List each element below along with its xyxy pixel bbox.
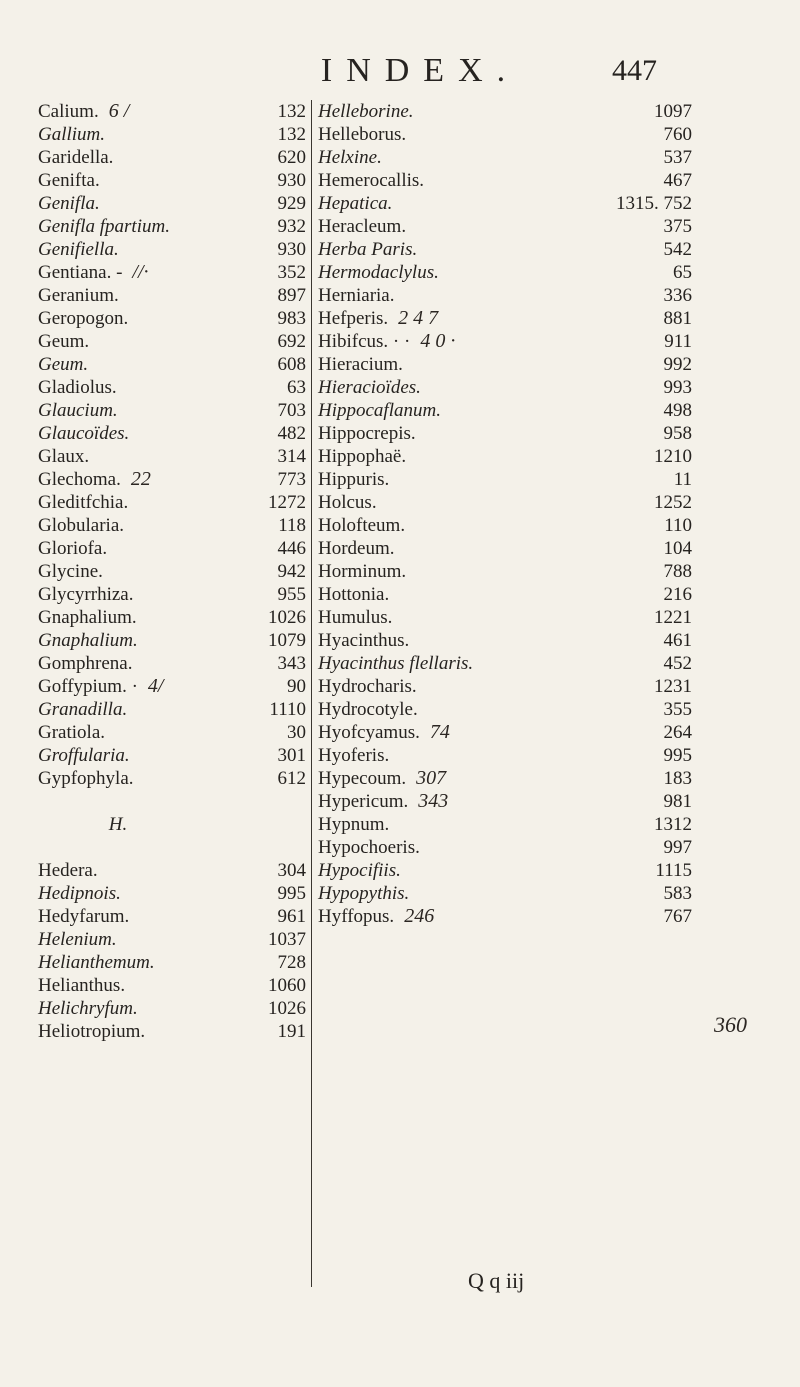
index-entry-page: 929 — [277, 193, 306, 214]
entry-name-text: Hottonia. — [318, 584, 390, 605]
entry-name-text: Heracleum. — [318, 216, 407, 237]
index-entry-page: 482 — [277, 423, 306, 444]
index-title: INDEX. — [320, 52, 520, 89]
index-entry-page: 183 — [663, 768, 692, 789]
handwritten-note: 4/ — [147, 675, 164, 697]
index-entry-page: 583 — [663, 883, 692, 904]
index-entry-page: 1026 — [268, 607, 306, 628]
entry-name-text: Glechoma. — [38, 469, 121, 490]
entry-name-text: Horminum. — [318, 561, 407, 582]
index-entry-page: 1079 — [268, 630, 306, 651]
entry-name-text: Hefperis. — [318, 308, 389, 329]
index-entry-page: 461 — [663, 630, 692, 651]
index-entry-name — [318, 399, 568, 422]
entry-name-text: Hypecoum. — [318, 768, 407, 789]
index-entry-page: 692 — [277, 331, 306, 352]
entry-name-text: Hippuris. — [318, 469, 390, 490]
index-entry-page: 1026 — [268, 998, 306, 1019]
index-entry-name — [318, 123, 568, 146]
entry-name-text: Helxine. — [318, 147, 382, 168]
index-entry-page: 537 — [663, 147, 692, 168]
entry-name-text: Hordeum. — [318, 538, 395, 559]
entry-name-text: Hippocaflanum. — [318, 400, 441, 421]
index-entry-name — [318, 491, 568, 514]
index-entry-page: 897 — [277, 285, 306, 306]
entry-name-text: Genifiella. — [38, 239, 119, 260]
index-entry-name — [318, 376, 568, 399]
index-entry-name — [318, 560, 568, 583]
entry-name-text: Helianthemum. — [38, 952, 155, 973]
entry-name-text: Gentiana. - — [38, 262, 123, 283]
index-entry-page: 942 — [277, 561, 306, 582]
index-entry-name — [318, 307, 568, 330]
entry-name-text: Hypericum. — [318, 791, 409, 812]
index-entry-name — [318, 215, 568, 238]
index-entry-page: 1252 — [654, 492, 692, 513]
entry-name-text: Hyofcyamus. — [318, 722, 420, 743]
index-entry-page: 961 — [277, 906, 306, 927]
entry-name-text: Holcus. — [318, 492, 377, 513]
index-entry-name — [318, 675, 568, 698]
index-entry-page: 958 — [663, 423, 692, 444]
handwritten-note: 4 0 · — [420, 330, 456, 352]
entry-name-text: Hieracium. — [318, 354, 403, 375]
index-entry-name — [318, 238, 568, 261]
index-entry-name — [318, 721, 568, 744]
index-entry-page: 452 — [663, 653, 692, 674]
index-entry-page: 767 — [663, 906, 692, 927]
margin-note: 360 — [714, 1012, 747, 1037]
index-entry-name — [318, 583, 568, 606]
entry-name-text: Glycyrrhiza. — [38, 584, 134, 605]
index-entry-page: 264 — [663, 722, 692, 743]
index-entry-name — [318, 790, 568, 813]
entry-name-text: Herba Paris. — [318, 239, 418, 260]
index-entry-name — [318, 652, 568, 675]
index-entry-name — [318, 905, 568, 928]
entry-name-text: Globularia. — [38, 515, 125, 536]
index-entry-page: 608 — [277, 354, 306, 375]
index-entry-name — [318, 146, 568, 169]
index-entry-page: 1210 — [654, 446, 692, 467]
index-entry-page: 993 — [663, 377, 692, 398]
handwritten-note: 74 — [429, 721, 450, 743]
entry-name-text: Gallium. — [38, 124, 106, 145]
index-entry-name — [318, 422, 568, 445]
entry-name-text: Calium. — [38, 101, 99, 122]
entry-name-text: Garidella. — [38, 147, 114, 168]
page-signature: Q q iij — [468, 1268, 525, 1293]
entry-name-text: Helleborus. — [318, 124, 407, 145]
entry-name-text: Geranium. — [38, 285, 119, 306]
index-entry-page: 118 — [278, 515, 306, 536]
entry-name-text: Goffypium. · — [38, 676, 138, 697]
entry-name-text: Genifla. — [38, 193, 100, 214]
entry-name-text: Helleborine. — [318, 101, 414, 122]
entry-name-text: Hypnum. — [318, 814, 390, 835]
index-entry-page: 995 — [663, 745, 692, 766]
right-entry-pages — [590, 100, 692, 928]
entry-name-text: Hydrocharis. — [318, 676, 417, 697]
index-entry-page: 304 — [277, 860, 306, 881]
index-entry-page: 314 — [277, 446, 306, 467]
index-entry-page: 1221 — [654, 607, 692, 628]
index-entry-page: 997 — [663, 837, 692, 858]
entry-name-text: Helichryfum. — [38, 998, 138, 1019]
page-header — [0, 52, 800, 92]
handwritten-note: //· — [132, 261, 149, 283]
handwritten-note: 2 4 7 — [398, 307, 439, 329]
index-entry-page: 1315. 752 — [616, 193, 692, 214]
index-entry-page: 336 — [663, 285, 692, 306]
index-entry-name — [318, 445, 568, 468]
blank-line — [238, 813, 306, 836]
entry-name-text: Herniaria. — [318, 285, 395, 306]
index-entry-name — [318, 330, 568, 353]
index-entry-page: 1097 — [654, 101, 692, 122]
entry-name-text: Glycine. — [38, 561, 103, 582]
index-entry-page: 1110 — [269, 699, 306, 720]
index-entry-page: 911 — [664, 331, 692, 352]
index-entry-page: 992 — [663, 354, 692, 375]
entry-name-text: Holofteum. — [318, 515, 406, 536]
index-entry-page: 498 — [663, 400, 692, 421]
entry-name-text: Geropogon. — [38, 308, 129, 329]
entry-name-text: Gladiolus. — [38, 377, 117, 398]
entry-name-text: Geum. — [38, 354, 89, 375]
entry-name-text: Heliotropium. — [38, 1021, 146, 1042]
index-entry-page: 63 — [287, 377, 306, 398]
index-entry-name — [318, 767, 568, 790]
entry-name-text: Hypocifiis. — [318, 860, 401, 881]
index-entry-name — [318, 192, 568, 215]
index-entry-page: 981 — [663, 791, 692, 812]
entry-name-text: Hippophaë. — [318, 446, 407, 467]
index-entry-name — [318, 698, 568, 721]
index-entry-page: 352 — [277, 262, 306, 283]
entry-name-text: Gratiola. — [38, 722, 106, 743]
entry-name-text: Gleditfchia. — [38, 492, 129, 513]
index-entry-page: 301 — [277, 745, 306, 766]
index-entry-page: 932 — [277, 216, 306, 237]
right-entry-names — [318, 100, 568, 928]
entry-name-text: Hypochoeris. — [318, 837, 420, 858]
index-entry-name — [318, 836, 568, 859]
index-entry-name — [318, 629, 568, 652]
section-letter: H. — [108, 814, 128, 835]
entry-name-text: Hyffopus. — [318, 906, 395, 927]
index-entry-name — [318, 169, 568, 192]
entry-name-text: Hedera. — [38, 860, 98, 881]
index-entry-page: 90 — [287, 676, 306, 697]
entry-name-text: Glaucium. — [38, 400, 118, 421]
index-entry-page: 881 — [663, 308, 692, 329]
entry-name-text: Gomphrena. — [38, 653, 133, 674]
entry-name-text: Gloriofa. — [38, 538, 108, 559]
entry-name-text: Helenium. — [38, 929, 117, 950]
entry-name-text: Hedyfarum. — [38, 906, 130, 927]
entry-name-text: Gnaphalium. — [38, 607, 137, 628]
index-entry-page: 930 — [277, 239, 306, 260]
handwritten-note: 6 / — [108, 100, 130, 122]
index-entry-page: 983 — [277, 308, 306, 329]
blank-line — [238, 836, 306, 859]
index-entry-name — [318, 537, 568, 560]
index-entry-name — [318, 882, 568, 905]
page-number: 447 — [612, 54, 657, 87]
entry-name-text: Gnaphalium. — [38, 630, 138, 651]
entry-name-text: Helianthus. — [38, 975, 126, 996]
index-entry-page: 1115 — [655, 860, 692, 881]
entry-name-text: Hieracioïdes. — [318, 377, 421, 398]
handwritten-note: 246 — [404, 905, 435, 927]
entry-name-text: Hemerocallis. — [318, 170, 425, 191]
entry-name-text: Humulus. — [318, 607, 393, 628]
index-entry-page: 132 — [277, 124, 306, 145]
entry-name-text: Hippocrepis. — [318, 423, 416, 444]
index-entry-name — [318, 606, 568, 629]
index-entry-name — [318, 100, 568, 123]
index-entry-page: 30 — [287, 722, 306, 743]
entry-name-text: Glaux. — [38, 446, 90, 467]
index-entry-name — [318, 353, 568, 376]
entry-name-text: Geum. — [38, 331, 90, 352]
index-entry-page: 467 — [663, 170, 692, 191]
index-entry-name — [318, 468, 568, 491]
entry-name-text: Gypfophyla. — [38, 768, 134, 789]
index-entry-page: 612 — [277, 768, 306, 789]
index-entry-page: 703 — [277, 400, 306, 421]
index-entry-page: 1312 — [654, 814, 692, 835]
entry-name-text: Hepatica. — [318, 193, 393, 214]
index-entry-page: 760 — [663, 124, 692, 145]
index-entry-page: 110 — [664, 515, 692, 536]
index-entry-name — [318, 284, 568, 307]
index-entry-page: 343 — [277, 653, 306, 674]
blank-line — [238, 790, 306, 813]
index-entry-page: 191 — [277, 1021, 306, 1042]
index-entry-page: 728 — [277, 952, 306, 973]
index-entry-name — [318, 744, 568, 767]
entry-name-text: Hypopythis. — [318, 883, 410, 904]
entry-name-text: Genifta. — [38, 170, 100, 191]
index-entry-page: 1231 — [654, 676, 692, 697]
entry-name-text: Glaucoïdes. — [38, 423, 130, 444]
index-entry-page: 955 — [277, 584, 306, 605]
entry-name-text: Hyacinthus. — [318, 630, 410, 651]
entry-name-text: Groffularia. — [38, 745, 130, 766]
handwritten-note: 22 — [130, 468, 151, 490]
index-entry-page: 620 — [277, 147, 306, 168]
index-entry-page: 375 — [663, 216, 692, 237]
index-entry-page: 788 — [663, 561, 692, 582]
entry-name-text: Hedipnois. — [38, 883, 121, 904]
left-entry-pages — [238, 100, 306, 1043]
handwritten-note: 343 — [418, 790, 449, 812]
index-entry-page: 446 — [277, 538, 306, 559]
index-entry-name — [318, 261, 568, 284]
entry-name-text: Hyoferis. — [318, 745, 390, 766]
index-entry-page: 1272 — [268, 492, 306, 513]
index-entry-name — [318, 813, 568, 836]
entry-name-text: Hydrocotyle. — [318, 699, 418, 720]
handwritten-note: 307 — [416, 767, 447, 789]
column-divider — [311, 100, 312, 1287]
index-entry-page: 132 — [277, 101, 306, 122]
index-entry-page: 355 — [663, 699, 692, 720]
entry-name-text: Granadilla. — [38, 699, 128, 720]
entry-name-text: Hyacinthus flellaris. — [318, 653, 474, 674]
index-entry-page: 542 — [663, 239, 692, 260]
index-entry-page: 1060 — [268, 975, 306, 996]
index-entry-name — [318, 514, 568, 537]
index-entry-page: 11 — [673, 469, 692, 490]
index-entry-page: 930 — [277, 170, 306, 191]
index-entry-page: 65 — [673, 262, 692, 283]
index-entry-page: 995 — [277, 883, 306, 904]
index-entry-page: 773 — [277, 469, 306, 490]
index-entry-page: 1037 — [268, 929, 306, 950]
entry-name-text: Genifla fpartium. — [38, 216, 170, 237]
index-entry-page: 104 — [663, 538, 692, 559]
index-entry-name — [318, 859, 568, 882]
index-entry-page: 216 — [663, 584, 692, 605]
entry-name-text: Hibifcus. · · — [318, 331, 411, 352]
entry-name-text: Hermodaclylus. — [318, 262, 439, 283]
